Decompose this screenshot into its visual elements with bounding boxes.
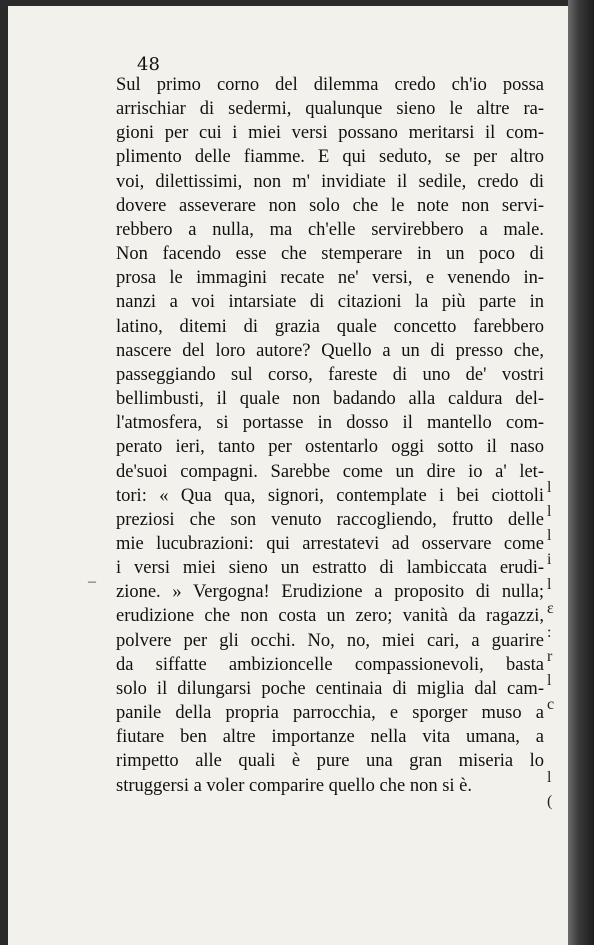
bleed-mark: c xyxy=(547,696,555,714)
bleed-mark: i xyxy=(547,551,552,569)
text-line: rimpetto alle quali è pure una gran miseria lo xyxy=(116,751,544,772)
text-line: voi, dilettissimi, non m' invidiate il sedile, credo di xyxy=(116,171,544,192)
text-line: da siffatte ambizioncelle compassionevoli, basta xyxy=(116,654,544,675)
text-line: i versi miei sieno un estratto di lambiccata erudi- xyxy=(116,558,544,579)
text-line: plimento delle fiamme. E qui seduto, se per altro xyxy=(116,147,544,168)
text-line: struggersi a voler comparire quello che non si è. xyxy=(116,775,473,796)
text-line: latino, ditemi di grazia quale concetto farebbero xyxy=(116,316,544,337)
bleed-mark: ( xyxy=(547,792,553,810)
text-line: panile della propria parrocchia, e sporger muso a xyxy=(116,703,544,724)
bleed-mark: r xyxy=(547,647,553,665)
text-line: polvere per gli occhi. No, no, miei cari, a guarire xyxy=(116,630,544,651)
bleed-mark xyxy=(547,742,559,766)
text-line: l'atmosfera, si portasse in dosso il mantello com- xyxy=(116,413,544,434)
text-line: passeggiando sul corso, fareste di uno de' vostri xyxy=(116,364,544,385)
text-line: arrischiar di sedermi, qualunque sieno le altre ra- xyxy=(116,99,544,120)
text-line: de'suoi compagni. Sarebbe come un dire io a' let- xyxy=(116,461,544,482)
bleed-mark: l xyxy=(547,479,552,496)
margin-mark: – xyxy=(88,573,96,590)
bleed-mark: l xyxy=(547,672,552,690)
text-line: rebbero a nulla, ma ch'elle servirebbero a male. xyxy=(116,219,544,240)
bleed-mark: ɛ xyxy=(547,599,554,617)
text-line: nanzi a voi intarsiate di citazioni la più parte in xyxy=(116,292,544,313)
text-line: prosa le immagini recate ne' versi, e venendo in- xyxy=(116,268,544,289)
text-line: nascere del loro autore? Quello a un di presso che, xyxy=(116,340,544,361)
text-line: Non facendo esse che stemperare in un poco di xyxy=(116,244,544,265)
text-line: Sul primo corno del dilemma credo ch'io possa xyxy=(116,75,544,95)
text-line: fiutare ben altre importanze nella vita umana, a xyxy=(116,727,544,748)
bleed-mark xyxy=(547,717,559,741)
facing-page-bleed xyxy=(547,476,559,814)
body-text xyxy=(116,73,544,798)
text-line: tori: « Qua qua, signori, contemplate i bei ciottoli xyxy=(116,485,544,506)
bleed-mark: : xyxy=(547,623,552,641)
text-line: solo il dilungarsi poche centinaia di miglia dal cam- xyxy=(116,678,544,699)
bleed-mark: l xyxy=(547,527,552,545)
page-number: 48 xyxy=(137,54,160,75)
text-line: dovere asseverare non solo che le note non servi- xyxy=(116,195,544,216)
bleed-mark: l xyxy=(547,575,552,593)
text-line: preziosi che son venuto raccogliendo, frutto delle xyxy=(116,509,544,530)
text-line: erudizione che non costa un zero; vanità da ragazzi, xyxy=(116,606,544,627)
text-line: mie lucubrazioni: qui arrestatevi ad osservare come xyxy=(116,533,544,554)
text-line: gioni per cui i miei versi possano meritarsi il com- xyxy=(116,123,544,144)
text-line: zione. » Vergogna! Erudizione a proposito di nulla; xyxy=(116,582,544,603)
bleed-mark: l xyxy=(547,768,552,786)
book-spine xyxy=(568,0,594,945)
bleed-mark: l xyxy=(547,503,552,521)
text-line: bellimbusti, il quale non badando alla caldura del- xyxy=(116,389,544,410)
text-line: perato ieri, tanto per ostentarlo oggi sotto il naso xyxy=(116,437,544,458)
